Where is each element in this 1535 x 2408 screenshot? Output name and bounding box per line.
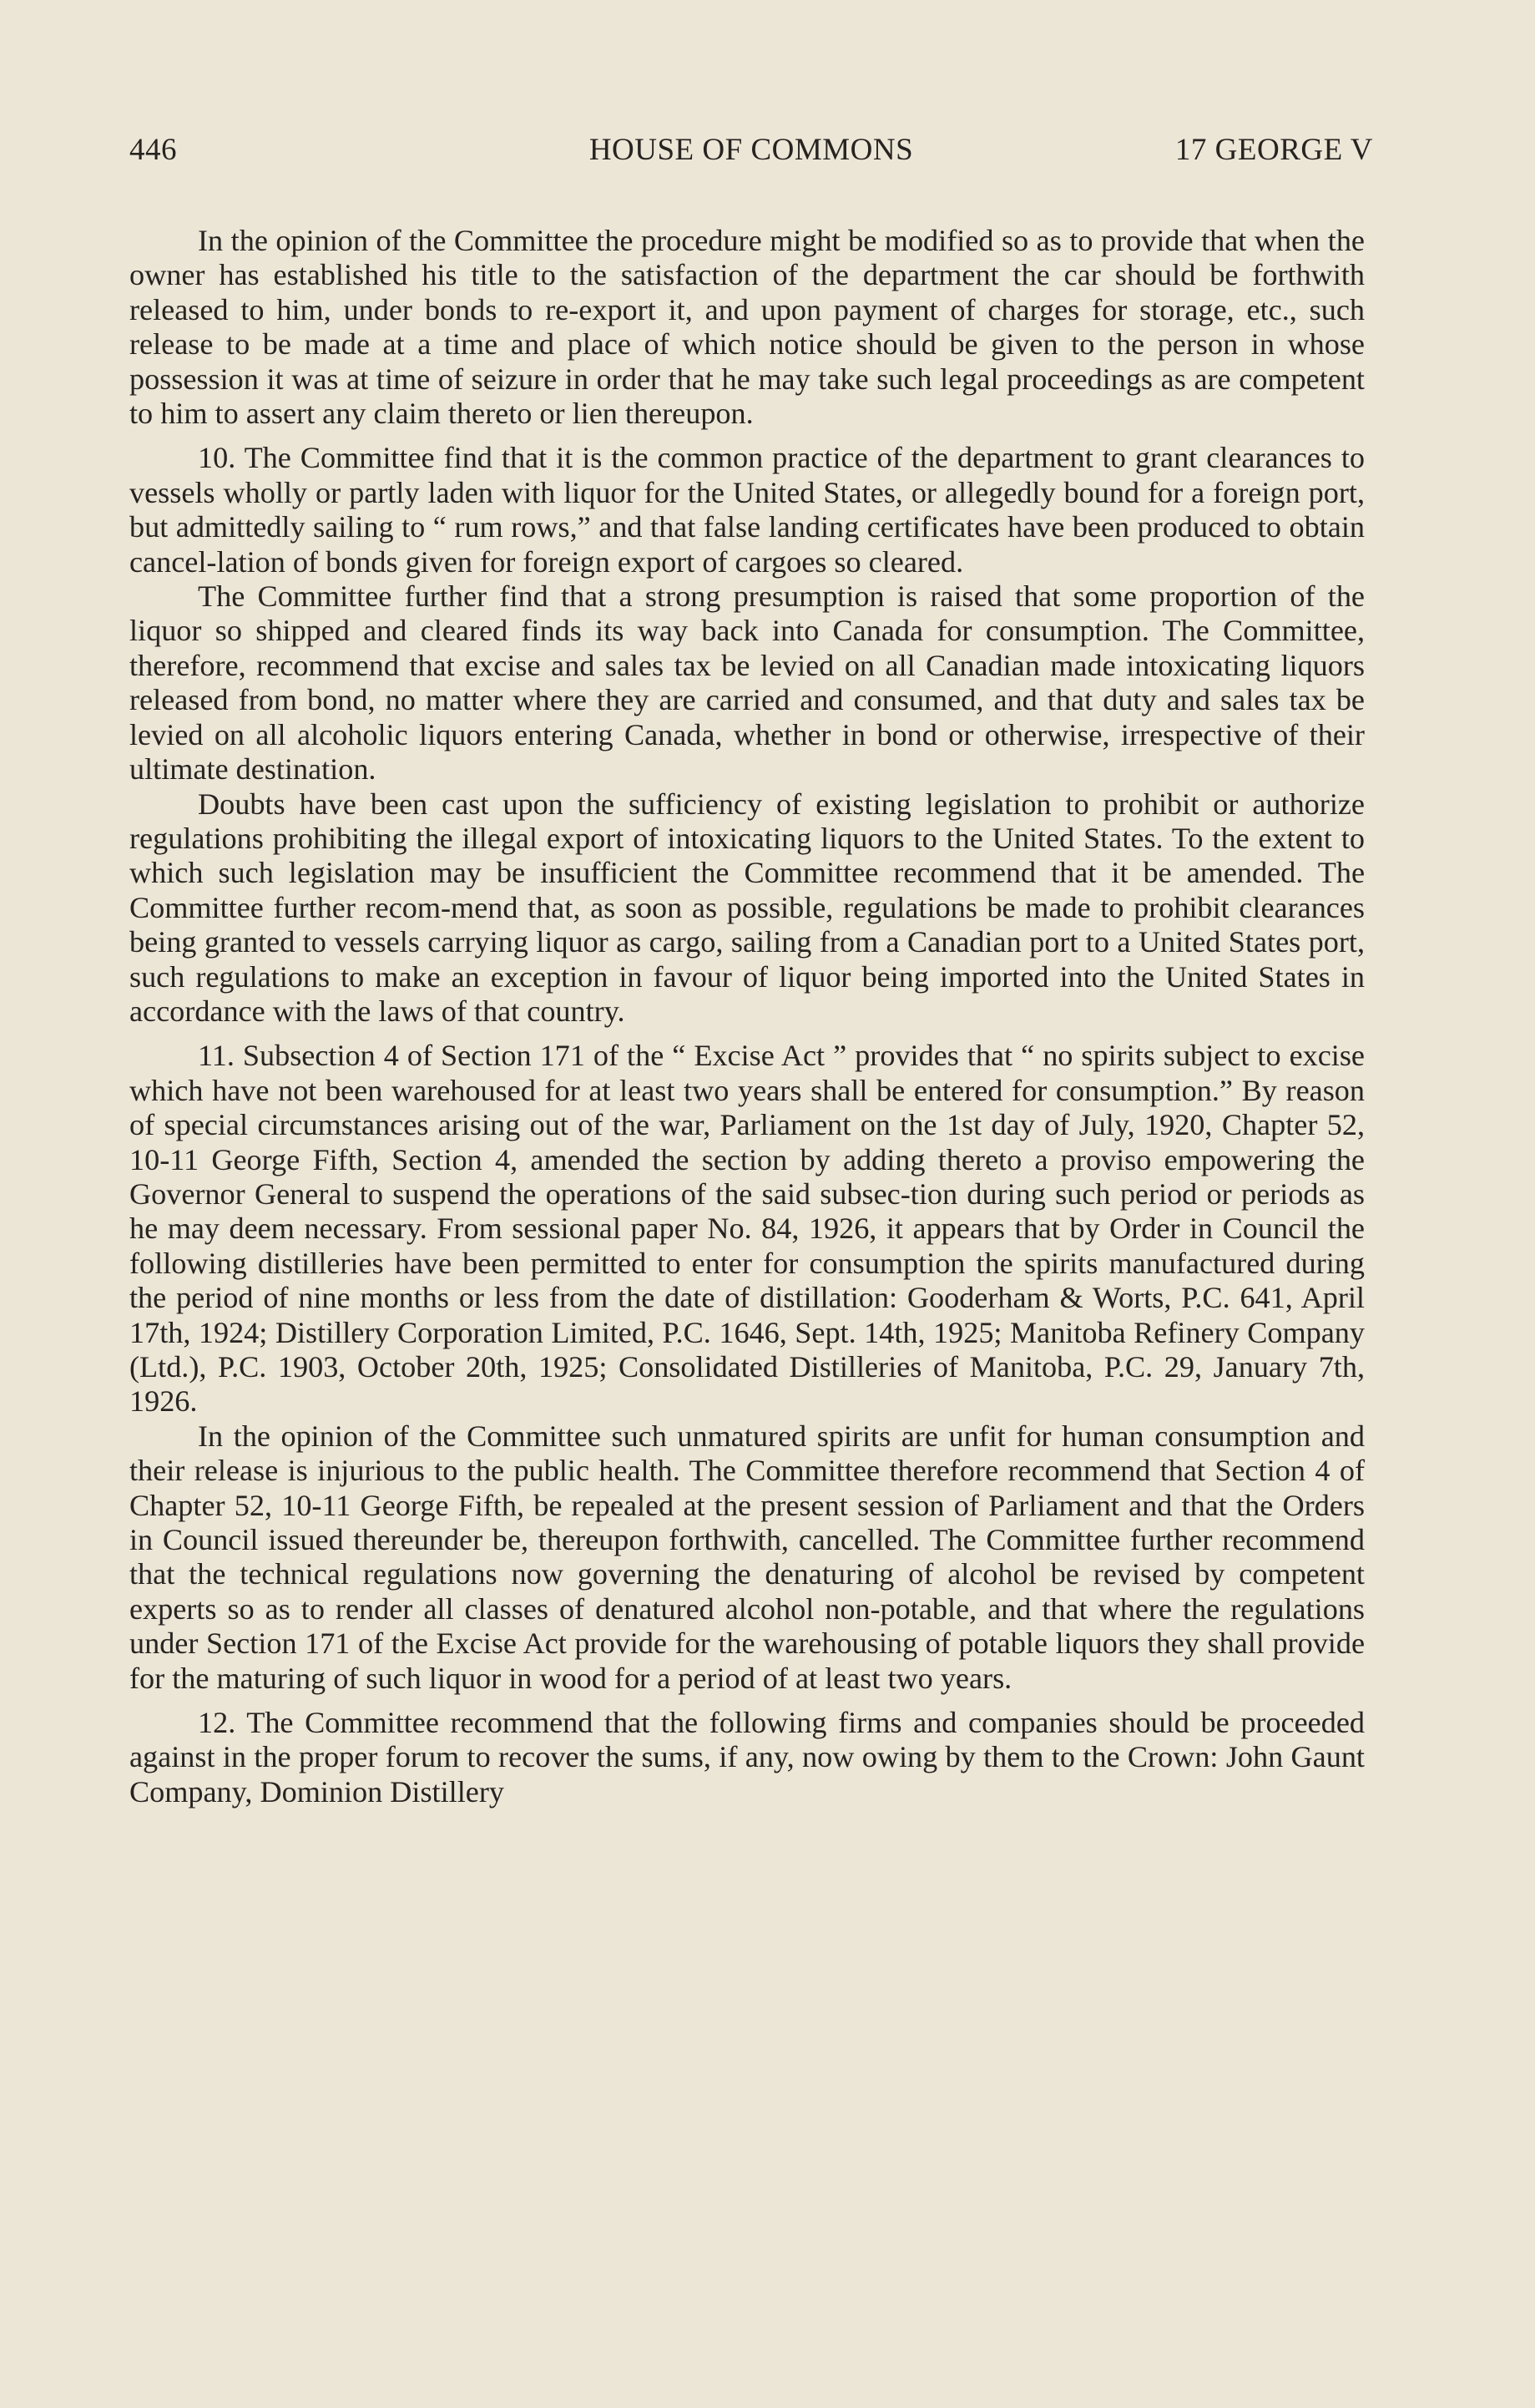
paragraph-unmatured-spirits: In the opinion of the Committee such unmatured spirits are unfit for human consumption and their release is injurious to the public health. The Committee therefore recommend that Section 4 of Chapter 52, 10-11 George Fifth, be repealed at the present session of Parliament and that the Orders in Council issued thereunder be, thereupon forthwith, cancelled. The Committee further recommend that the technical regulations now governing the denaturing of alcohol be revised by competent experts so as to render all classes of denatured alcohol non-potable, and that where the regulations under Section 171 of the Excise Act provide for the warehousing of potable liquors they shall provide for the maturing of such liquor in wood for a period of at least two years. bbox=[129, 1419, 1365, 1695]
session-label: 17 GEORGE V bbox=[1174, 133, 1373, 167]
paragraph-car-release: In the opinion of the Committee the procedure might be modified so as to provide that when the owner has established his title to the satisfaction of the department the car should be forthwith released to him, under bonds to re-export it, and upon payment of charges for storage, etc., such release to be made at a time and place of which notice should be given to the person in whose possession it was at time of seizure in order that he may take such legal proceedings as are competent to him to assert any claim thereto or lien thereupon. bbox=[129, 224, 1365, 431]
paragraph-export-legislation: Doubts have been cast upon the sufficiency of existing legislation to prohibit or authorize regulations prohibiting the illegal export of intoxicating liquors to the United States. To the extent to which such legislation may be insufficient the Committee recommend that it be amended. The Committee further recom-mend that, as soon as possible, regulations be made to prohibit clearances being granted to vessels carrying liquor as cargo, sailing from a Canadian port to a United States port, such regulations to make an exception in favour of liquor being imported into the United States in accordance with the laws of that country. bbox=[129, 787, 1365, 1028]
paragraph-12-recovery: 12. The Committee recommend that the following firms and companies should be proceeded against in the proper forum to recover the sums, if any, now owing by them to the Crown: John Gaunt Company, Dominion Distillery bbox=[129, 1706, 1365, 1809]
page-number: 446 bbox=[129, 133, 177, 167]
paragraph-excise-tax: The Committee further find that a strong presumption is raised that some proportion of the liquor so shipped and cleared finds its way back into Canada for consumption. The Committee, therefore, recommend that excise and sales tax be levied on all Canadian made intoxicating liquors released from bond, no matter where they are carried and consumed, and that duty and sales tax be levied on all alcoholic liquors entering Canada, whether in bond or otherwise, irrespective of their ultimate destination. bbox=[129, 579, 1365, 787]
body-text bbox=[129, 224, 1365, 1809]
paragraph-10-clearances: 10. The Committee find that it is the common practice of the department to grant clearances to vessels wholly or partly laden with liquor for the United States, or allegedly bound for a foreign port, but admittedly sailing to “ rum rows,” and that false landing certificates have been produced to obtain cancel-lation of bonds given for foreign export of cargoes so cleared. bbox=[129, 441, 1365, 579]
page-header bbox=[129, 132, 1373, 179]
running-title: HOUSE OF COMMONS bbox=[588, 133, 914, 167]
paragraph-11-excise-act: 11. Subsection 4 of Section 171 of the “ Excise Act ” provides that “ no spirits subject to excise which have not been warehoused for at least two years shall be entered for consumption.” By reason of special circumstances arising out of the war, Parliament on the 1st day of July, 1920, Chapter 52, 10-11 George Fifth, Section 4, amended the section by adding thereto a proviso empowering the Governor General to suspend the operations of the said subsec-tion during such period or periods as he may deem necessary. From sessional paper No. 84, 1926, it appears that by Order in Council the following distilleries have been permitted to enter for consumption the spirits manufactured during the period of nine months or less from the date of distillation: Gooderham & Worts, P.C. 641, April 17th, 1924; Distillery Corporation Limited, P.C. 1646, Sept. 14th, 1925; Manitoba Refinery Company (Ltd.), P.C. 1903, October 20th, 1925; Consolidated Distilleries of Manitoba, P.C. 29, January 7th, 1926. bbox=[129, 1039, 1365, 1419]
